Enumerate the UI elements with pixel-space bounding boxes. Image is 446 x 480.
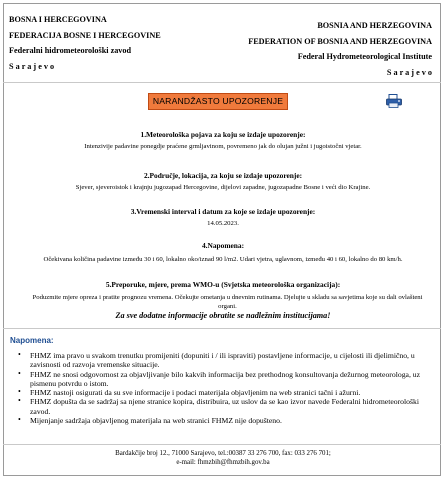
section-4-title: 4.Napomena: [201,241,245,250]
printer-icon[interactable] [386,94,402,108]
section-1-title: 1.Meteorološka pojava za koju se izdaje upozorenje: [140,130,306,139]
section-4-text: Očekivana količina padavine između 30 i 60, lokalno oko/iznad 90 l/m2. Udari vjetra, uglavnom, između 40 i 60, lokalno do 80 km/h. [43,256,403,263]
header-right-country: BOSNIA AND HERZEGOVINA [317,21,432,30]
section-3-text: 14.05.2023. [207,220,239,227]
note-text: FHMZ ne snosi odgovornost za objavljivanje bilo kakvih informacija bez prethodnog konsultovanja dežurnog meteorologa, uz pismenu potvrdu o istom. [30,369,421,388]
header-right [248,18,432,80]
header-right-institute: Federal Hydrometeorological Institute [297,52,432,61]
note-text: Mijenjanje sadržaja objavljenog materijala na web stranici FHMZ nije dopušteno. [30,416,282,426]
list-item [18,370,436,389]
bullet-icon: • [18,415,21,425]
section-5-text: Poduzmite mjere opreza i pratite prognozu vremena. Očekujte ometanja u dnevnim rutinama. Djelujte u skladu sa savjetima koje su dali ovlašteni organi. [32,294,423,310]
list-item [18,397,436,416]
notes-divider [3,328,441,329]
note-text: FHMZ ima pravo u svakom trenutku promijeniti (dopuniti i / ili ispraviti) postavljene informacije, u cijelosti ili djelimično, u zavisnosti od razvoja vremenske situacije. [30,351,415,370]
section-2-text: Sjever, sjeveroistok i krajnju jugozapad Hercegovine, dijelovi zapadne, jugozapadne Bosne i veći dio Krajine. [75,184,371,191]
header-left-city: S a r a j e v o [9,61,55,71]
list-item [18,351,436,370]
section-2-title: 2.Područje, lokacija, za koju se izdaje upozorenje: [143,171,303,180]
notes-list [18,351,436,425]
header-left-federation: FEDERACIJA BOSNE I HERCEGOVINE [9,30,161,40]
list-item [18,388,436,397]
section-3-title: 3.Vremenski interval i datum za koje se izdaje upozorenje: [130,207,316,216]
bullet-icon: • [18,387,21,397]
footer-email[interactable]: e-mail: fhmzbih@fhmzbih.gov.ba [176,459,270,466]
section-5-title: 5.Preporuke, mjere, prema WMO-u (Svjetska meteorološka organizacija): [105,280,341,289]
header-right-city: S a r a j e v o [386,67,432,77]
list-item [18,416,436,425]
bullet-icon: • [18,396,21,406]
header-left-country: BOSNA I HERCEGOVINA [9,15,107,24]
warning-level-badge: NARANDŽASTO UPOZORENJE [148,93,288,110]
footer [0,449,446,467]
notes-title: Napomena: [10,336,54,345]
header-left-institute: Federalni hidrometeorološki zavod [9,46,132,55]
footer-address: Bardakčije broj 12., 71000 Sarajevo, tel.:00387 33 276 700, fax: 033 276 701; [115,450,331,457]
header-left [9,12,161,74]
bullet-icon: • [18,368,21,378]
contact-institutions-notice: Za sve dodatne informacije obratite se nadležnim institucijama! [115,311,331,320]
header-right-federation: FEDERATION OF BOSNIA AND HERZEGOVINA [248,36,432,46]
note-text: FHMZ dopušta da se sadržaj sa njene stranice kopira, distribuira, uz uslov da se kao izvor navede Federalni hidrometeorološki zavod. [30,397,419,416]
section-1-text: Intenzivije padavine ponegdje praćene grmljavinom, povremeno jak do olujan južni i jugoistočni vjetar. [84,143,362,150]
bullet-icon: • [18,350,21,359]
footer-divider [3,444,441,445]
header-divider [3,82,441,83]
note-text: FHMZ nastoji osigurati da su sve informacije i podaci materijala objavljenim na web stranici tačni i ažurni. [30,388,361,398]
